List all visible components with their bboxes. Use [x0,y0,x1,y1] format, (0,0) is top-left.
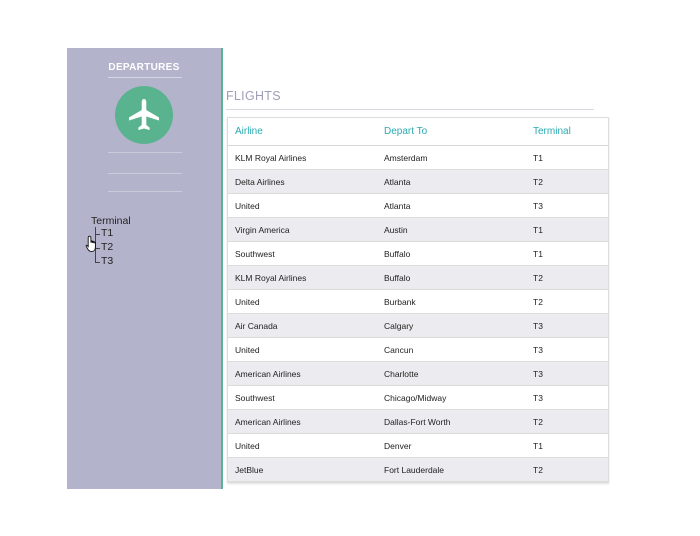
flights-heading: FLIGHTS [226,89,281,103]
cell-destination: Charlotte [377,362,526,386]
cell-destination: Atlanta [377,194,526,218]
cell-airline: KLM Royal Airlines [228,146,377,170]
cell-destination: Austin [377,218,526,242]
table-row[interactable] [228,362,608,386]
title-underline [108,77,182,78]
cell-terminal: T2 [526,458,608,482]
table-row[interactable] [228,290,608,314]
cell-airline: Air Canada [228,314,377,338]
table-row[interactable] [228,314,608,338]
table-row[interactable] [228,266,608,290]
cell-terminal: T3 [526,362,608,386]
cell-terminal: T1 [526,434,608,458]
cell-terminal: T3 [526,314,608,338]
tree-item-t1[interactable]: T1 [101,227,114,239]
column-header-airline[interactable]: Airline [228,118,377,146]
table-row[interactable] [228,434,608,458]
cell-airline: American Airlines [228,362,377,386]
cell-terminal: T1 [526,242,608,266]
sidebar-divider [108,173,182,174]
cell-terminal: T1 [526,218,608,242]
cell-airline: United [228,434,377,458]
tree-item-t3[interactable]: T3 [101,255,114,267]
flights-table [227,117,609,483]
cell-destination: Amsterdam [377,146,526,170]
sidebar-title: DEPARTURES [108,62,180,73]
cell-terminal: T2 [526,410,608,434]
table-row[interactable] [228,242,608,266]
table-row[interactable] [228,146,608,170]
table-row[interactable] [228,338,608,362]
cell-airline: KLM Royal Airlines [228,266,377,290]
sidebar-divider [108,152,182,153]
cell-destination: Fort Lauderdale [377,458,526,482]
column-header-depart-to[interactable]: Depart To [377,118,526,146]
tree-item-t2[interactable]: T2 [101,241,114,253]
cell-terminal: T3 [526,338,608,362]
cell-terminal: T2 [526,266,608,290]
cell-destination: Buffalo [377,266,526,290]
sidebar [67,48,223,489]
cell-terminal: T3 [526,386,608,410]
table-row[interactable] [228,410,608,434]
cell-destination: Burbank [377,290,526,314]
cell-terminal: T2 [526,290,608,314]
table-row[interactable] [228,458,608,482]
cell-terminal: T1 [526,146,608,170]
cell-airline: United [228,194,377,218]
heading-divider [226,109,594,110]
sidebar-divider [108,191,182,192]
table-row[interactable] [228,170,608,194]
table-row[interactable] [228,386,608,410]
cell-destination: Atlanta [377,170,526,194]
cell-airline: JetBlue [228,458,377,482]
cell-destination: Calgary [377,314,526,338]
airplane-logo [115,86,173,144]
cell-airline: American Airlines [228,410,377,434]
cell-airline: Southwest [228,242,377,266]
column-header-terminal[interactable]: Terminal [526,118,608,146]
tree-root-terminal[interactable]: Terminal [91,215,131,227]
cell-airline: Delta Airlines [228,170,377,194]
cell-destination: Cancun [377,338,526,362]
cell-airline: Southwest [228,386,377,410]
hand-cursor-icon [85,235,99,253]
cell-airline: United [228,338,377,362]
cell-destination: Denver [377,434,526,458]
cell-destination: Buffalo [377,242,526,266]
airplane-icon [124,95,164,135]
cell-destination: Dallas-Fort Worth [377,410,526,434]
cell-terminal: T3 [526,194,608,218]
cell-terminal: T2 [526,170,608,194]
table-row[interactable] [228,194,608,218]
cell-airline: United [228,290,377,314]
table-header-row [228,118,608,146]
table-row[interactable] [228,218,608,242]
cell-airline: Virgin America [228,218,377,242]
cell-destination: Chicago/Midway [377,386,526,410]
